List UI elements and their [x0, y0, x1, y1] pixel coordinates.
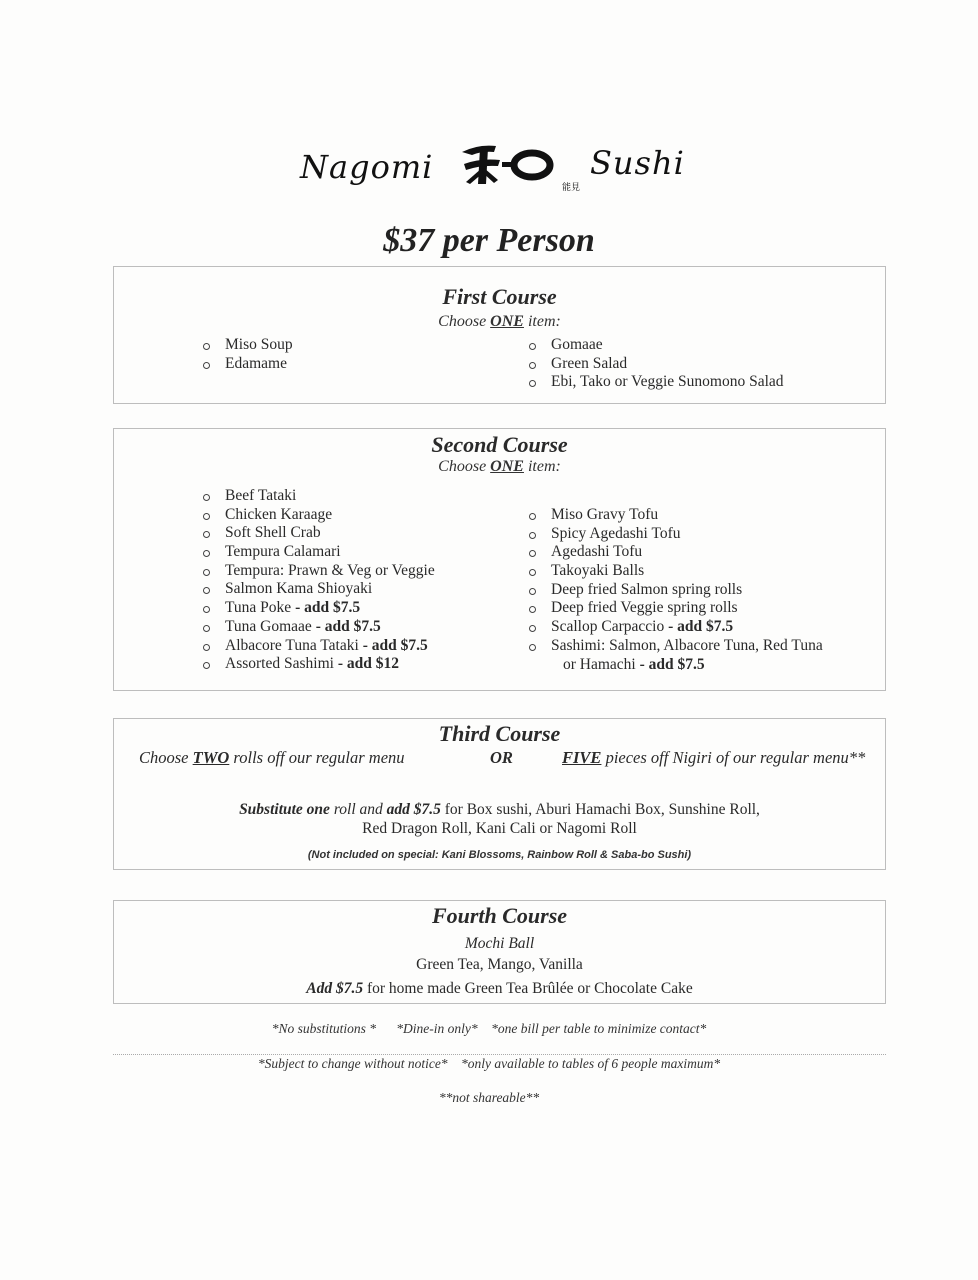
menu-item: [203, 355, 293, 374]
menu-item-name: Gomaae: [551, 336, 603, 353]
footer-line-3: **not shareable**: [438, 1090, 540, 1105]
menu-item-name: Albacore Tuna Tataki: [225, 636, 359, 654]
menu-item: [203, 336, 293, 355]
menu-item-name: Deep fried Veggie spring rolls: [551, 599, 738, 617]
logo-kanji: 能見: [562, 183, 581, 193]
menu-item-surcharge: - add $7.5: [311, 617, 381, 635]
menu-item-name: Assorted Sashimi: [225, 655, 334, 673]
logo-word-sushi: Sushi: [590, 144, 685, 182]
fourth-dessert-upgrade: Add $7.5 for home made Green Tea Brûlée or Chocolate Cake: [306, 980, 693, 997]
fourth-dessert-flavors: Green Tea, Mango, Vanilla: [416, 956, 583, 973]
third-option-rolls: Choose TWO rolls off our regular menu: [139, 748, 405, 767]
menu-item-name: Sashimi: Salmon, Albacore Tuna, Red Tuna: [551, 636, 823, 654]
second-course-title: Second Course: [431, 432, 568, 457]
menu-item: [203, 655, 435, 674]
footer-divider: [113, 1054, 886, 1055]
menu-item-surcharge: - add $7.5: [635, 655, 705, 673]
menu-item-name: Beef Tataki: [225, 487, 297, 504]
first-course-title: First Course: [442, 284, 557, 309]
menu-item: [203, 618, 435, 637]
menu-item: [529, 543, 823, 562]
menu-item: [203, 599, 435, 618]
first-course-list-left: [203, 336, 293, 373]
menu-item-surcharge: - add $7.5: [358, 636, 428, 654]
menu-item: [203, 543, 435, 562]
menu-item-name: Deep fried Salmon spring rolls: [551, 580, 743, 598]
price-heading: $37 per Person: [383, 222, 595, 259]
logo-word-nagomi: Nagomi: [300, 148, 434, 186]
fourth-dessert-item: Mochi Ball: [464, 935, 535, 952]
menu-item-name: Tempura Calamari: [225, 543, 341, 561]
menu-item: [203, 637, 435, 656]
menu-item-name: Tuna Gomaae: [225, 617, 312, 635]
menu-item-surcharge: - add $12: [333, 655, 399, 673]
menu-item-name: Edamame: [225, 354, 287, 372]
logo-mark-icon: [458, 138, 558, 188]
menu-item-name: Agedashi Tofu: [551, 543, 643, 561]
menu-item-name: Miso Gravy Tofu: [551, 506, 659, 523]
first-course-instruction: Choose ONE item:: [438, 313, 561, 330]
menu-item-surcharge: - add $7.5: [664, 618, 734, 636]
menu-item-name: Takoyaki Balls: [551, 562, 645, 580]
first-course-box: [113, 266, 886, 404]
menu-item: [203, 580, 435, 599]
menu-item-name: Salmon Kama Shioyaki: [225, 580, 373, 598]
menu-item: [529, 336, 784, 355]
menu-item: [529, 525, 823, 544]
menu-item: [529, 581, 823, 600]
fourth-course-title: Fourth Course: [431, 903, 568, 928]
menu-item-name: Green Salad: [551, 354, 628, 372]
menu-item: [529, 618, 823, 637]
menu-item: [203, 562, 435, 581]
menu-item-name: Spicy Agedashi Tofu: [551, 524, 681, 542]
third-exclusion-note: (Not included on special: Kani Blossoms, Rainbow Roll & Saba-bo Sushi): [307, 849, 692, 861]
menu-item-name: or Hamachi: [563, 655, 636, 673]
menu-item: [529, 656, 823, 675]
second-course-box: [113, 428, 886, 691]
third-or-label: OR: [490, 748, 513, 767]
third-course-box: [113, 718, 886, 870]
second-course-list-right: [529, 506, 823, 674]
restaurant-logo: [300, 138, 700, 198]
footer-line-1: *No substitutions * *Dine-in only* *one bill per table to minimize contact*: [271, 1021, 707, 1036]
third-course-title: Third Course: [438, 721, 561, 746]
menu-item-name: Tuna Poke: [225, 599, 292, 617]
menu-item: [529, 506, 823, 525]
third-substitute-line-2: Red Dragon Roll, Kani Cali or Nagomi Roll: [362, 820, 637, 837]
menu-item-surcharge: - add $7.5: [291, 599, 361, 617]
second-course-instruction: Choose ONE item:: [438, 458, 561, 475]
menu-item-name: Chicken Karaage: [225, 505, 333, 523]
menu-item-name: Ebi, Tako or Veggie Sunomono Salad: [551, 373, 784, 391]
third-option-nigiri: FIVE pieces off Nigiri of our regular menu**: [562, 748, 866, 767]
menu-item: [203, 487, 435, 506]
menu-item: [529, 355, 784, 374]
menu-item-name: Scallop Carpaccio: [551, 618, 665, 636]
menu-item: [529, 373, 784, 392]
menu-item: [529, 562, 823, 581]
menu-item-name: Tempura: Prawn & Veg or Veggie: [225, 561, 435, 579]
menu-item-name: Soft Shell Crab: [225, 524, 321, 542]
menu-item: [203, 524, 435, 543]
first-course-list-right: [529, 336, 784, 392]
menu-item-name: Miso Soup: [225, 336, 293, 353]
menu-item: [529, 599, 823, 618]
footer-line-2: *Subject to change without notice* *only available to tables of 6 people maximum*: [257, 1056, 721, 1071]
second-course-list-left: [203, 487, 435, 674]
menu-item: [529, 637, 823, 656]
third-substitute-line-1: Substitute one roll and add $7.5 for Box sushi, Aburi Hamachi Box, Sunshine Roll,: [239, 801, 760, 818]
fourth-course-box: [113, 900, 886, 1004]
menu-item: [203, 506, 435, 525]
